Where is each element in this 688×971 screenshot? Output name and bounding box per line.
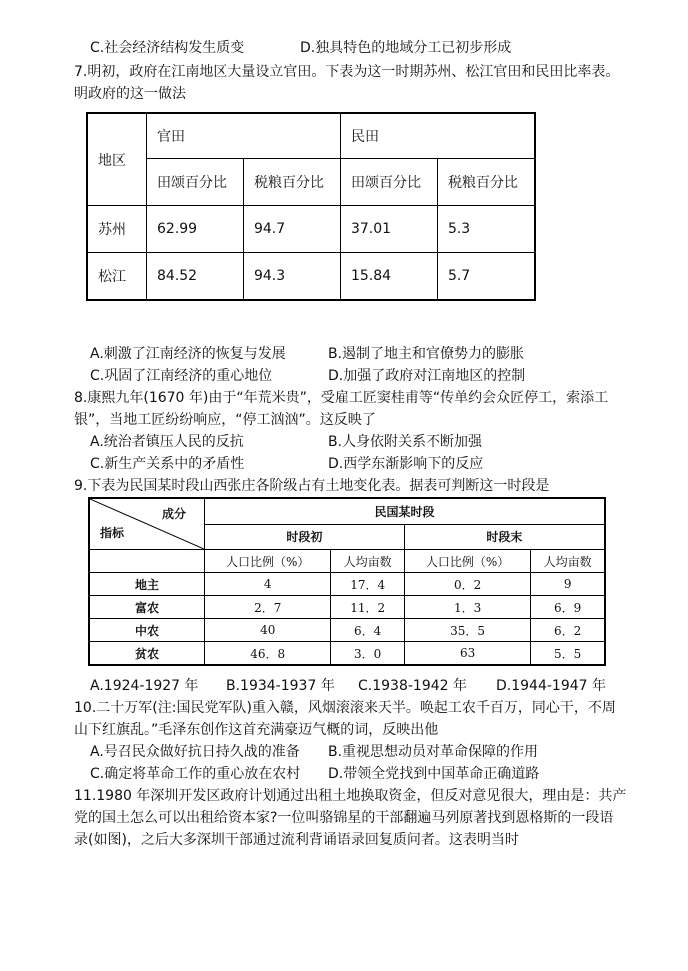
q8-option-c: C.新生产关系中的矛盾性 [90, 456, 245, 472]
table-row [89, 596, 605, 619]
table-subheader-row [87, 159, 535, 206]
q7-option-a: A.刺激了江南经济的恢复与发展 [90, 346, 286, 362]
table-row [89, 573, 605, 596]
value-cell: 62.99 [147, 206, 244, 253]
q7-option-c: C.巩固了江南经济的重心地位 [90, 368, 273, 384]
value-cell: 3．0 [331, 642, 404, 666]
corner-bottom-label: 指标 [100, 526, 125, 540]
q9-option-d: D.1944-1947 年 [496, 678, 606, 694]
period-start-header: 时段初 [205, 524, 405, 549]
value-cell: 5.7 [437, 253, 535, 301]
period-header: 民国某时段 [205, 498, 606, 524]
table-subheader-row [89, 550, 605, 573]
table-header-row [89, 498, 605, 524]
class-cell: 富农 [89, 596, 205, 619]
subheader-cell: 人均亩数 [531, 550, 605, 573]
value-cell: 94.3 [243, 253, 340, 301]
subheader-cell: 税粮百分比 [437, 159, 535, 206]
q7-stem-line-1: 7.明初，政府在江南地区大量设立官田。下表为这一时期苏州、松江官田和民田比率表。 [74, 64, 620, 80]
q7-land-ratio-table [86, 112, 536, 301]
official-land-header: 官田 [147, 113, 341, 159]
diagonal-header-cell [89, 498, 205, 550]
period-end-header: 时段末 [404, 524, 605, 549]
q10-option-a: A.号召民众做好抗日持久战的准备 [90, 744, 300, 760]
value-cell: 9 [531, 573, 605, 596]
civil-land-header: 民田 [340, 113, 535, 159]
corner-top-label: 成分 [161, 507, 186, 521]
value-cell: 2．7 [205, 596, 331, 619]
q8-option-b: B.人身依附关系不断加强 [328, 434, 483, 450]
q10-option-d: D.带领全党找到中国革命正确道路 [328, 766, 540, 782]
subheader-cell: 田颂百分比 [340, 159, 437, 206]
value-cell: 6．2 [531, 619, 605, 642]
value-cell: 40 [205, 619, 331, 642]
value-cell: 0．2 [404, 573, 530, 596]
value-cell: 11．2 [331, 596, 404, 619]
q8-option-d: D.西学东渐影响下的反应 [328, 456, 484, 472]
q10-stem-line-2: 山下红旗乱。”毛泽东创作这首充满豪迈气概的词，反映出他 [74, 722, 439, 738]
table-row [87, 206, 535, 253]
q8-stem-line-1: 8.康熙九年(1670 年)由于“年荒米贵”，受雇工匠窦桂甫等“传单约会众匠停工，索添工 [74, 390, 609, 406]
subheader-cell: 人口比例（%） [205, 550, 331, 573]
class-cell: 贫农 [89, 642, 205, 666]
value-cell: 5．5 [531, 642, 605, 666]
q11-stem-line-3: 录(如图)，之后大多深圳干部通过流利背诵语录回复质问者。这表明当时 [74, 832, 519, 848]
q7-option-d: D.加强了政府对江南地区的控制 [328, 368, 526, 384]
q10-stem-line-1: 10.二十万军(注:国民党军队)重入赣，风烟滚滚来天半。唤起工农千百万，同心干，不周 [74, 700, 616, 716]
value-cell: 6．4 [331, 619, 404, 642]
q9-option-b: B.1934-1937 年 [226, 678, 335, 694]
value-cell: 6．9 [531, 596, 605, 619]
value-cell: 4 [205, 573, 331, 596]
q8-option-a: A.统治者镇压人民的反抗 [90, 434, 244, 450]
class-cell: 中农 [89, 619, 205, 642]
value-cell: 17．4 [331, 573, 404, 596]
q11-stem-line-1: 11.1980 年深圳开发区政府计划通过出租土地换取资金，但反对意见很大，理由是：共产 [74, 788, 627, 804]
table-row [87, 253, 535, 301]
subheader-cell: 人口比例（%） [404, 550, 530, 573]
subheader-cell: 田颂百分比 [147, 159, 244, 206]
q6-option-d: D.独具特色的地域分工已初步形成 [300, 40, 512, 56]
q8-stem-line-2: 银”，当地工匠纷纷响应，“停工汹汹”。这反映了 [74, 412, 376, 428]
region-cell: 松江 [87, 253, 147, 301]
empty-cell [89, 550, 205, 573]
value-cell: 5.3 [437, 206, 535, 253]
q7-option-b: B.遏制了地主和官僚势力的膨胀 [328, 346, 525, 362]
value-cell: 37.01 [340, 206, 437, 253]
table-row [89, 619, 605, 642]
subheader-cell: 税粮百分比 [243, 159, 340, 206]
q9-option-c: C.1938-1942 年 [358, 678, 467, 694]
value-cell: 84.52 [147, 253, 244, 301]
q9-stem: 9.下表为民国某时段山西张庄各阶级占有土地变化表。据表可判断这一时段是 [74, 478, 550, 494]
q10-option-b: B.重视思想动员对革命保障的作用 [328, 744, 539, 760]
value-cell: 94.7 [243, 206, 340, 253]
subheader-cell: 人均亩数 [331, 550, 404, 573]
q9-land-change-table [88, 497, 606, 666]
value-cell: 35．5 [404, 619, 530, 642]
q9-option-a: A.1924-1927 年 [90, 678, 199, 694]
value-cell: 15.84 [340, 253, 437, 301]
region-cell: 苏州 [87, 206, 147, 253]
region-header-cell: 地区 [87, 113, 147, 206]
table-row [89, 642, 605, 666]
value-cell: 1．3 [404, 596, 530, 619]
value-cell: 63 [404, 642, 530, 666]
value-cell: 46．8 [205, 642, 331, 666]
table-header-row [87, 113, 535, 159]
q7-stem-line-2: 明政府的这一做法 [74, 86, 186, 102]
q11-stem-line-2: 党的国土怎么可以出租给资本家?一位叫骆锦星的干部翻遍马列原著找到恩格斯的一段语 [74, 810, 614, 826]
class-cell: 地主 [89, 573, 205, 596]
q10-option-c: C.确定将革命工作的重心放在农村 [90, 766, 301, 782]
q6-option-c: C.社会经济结构发生质变 [90, 40, 245, 56]
